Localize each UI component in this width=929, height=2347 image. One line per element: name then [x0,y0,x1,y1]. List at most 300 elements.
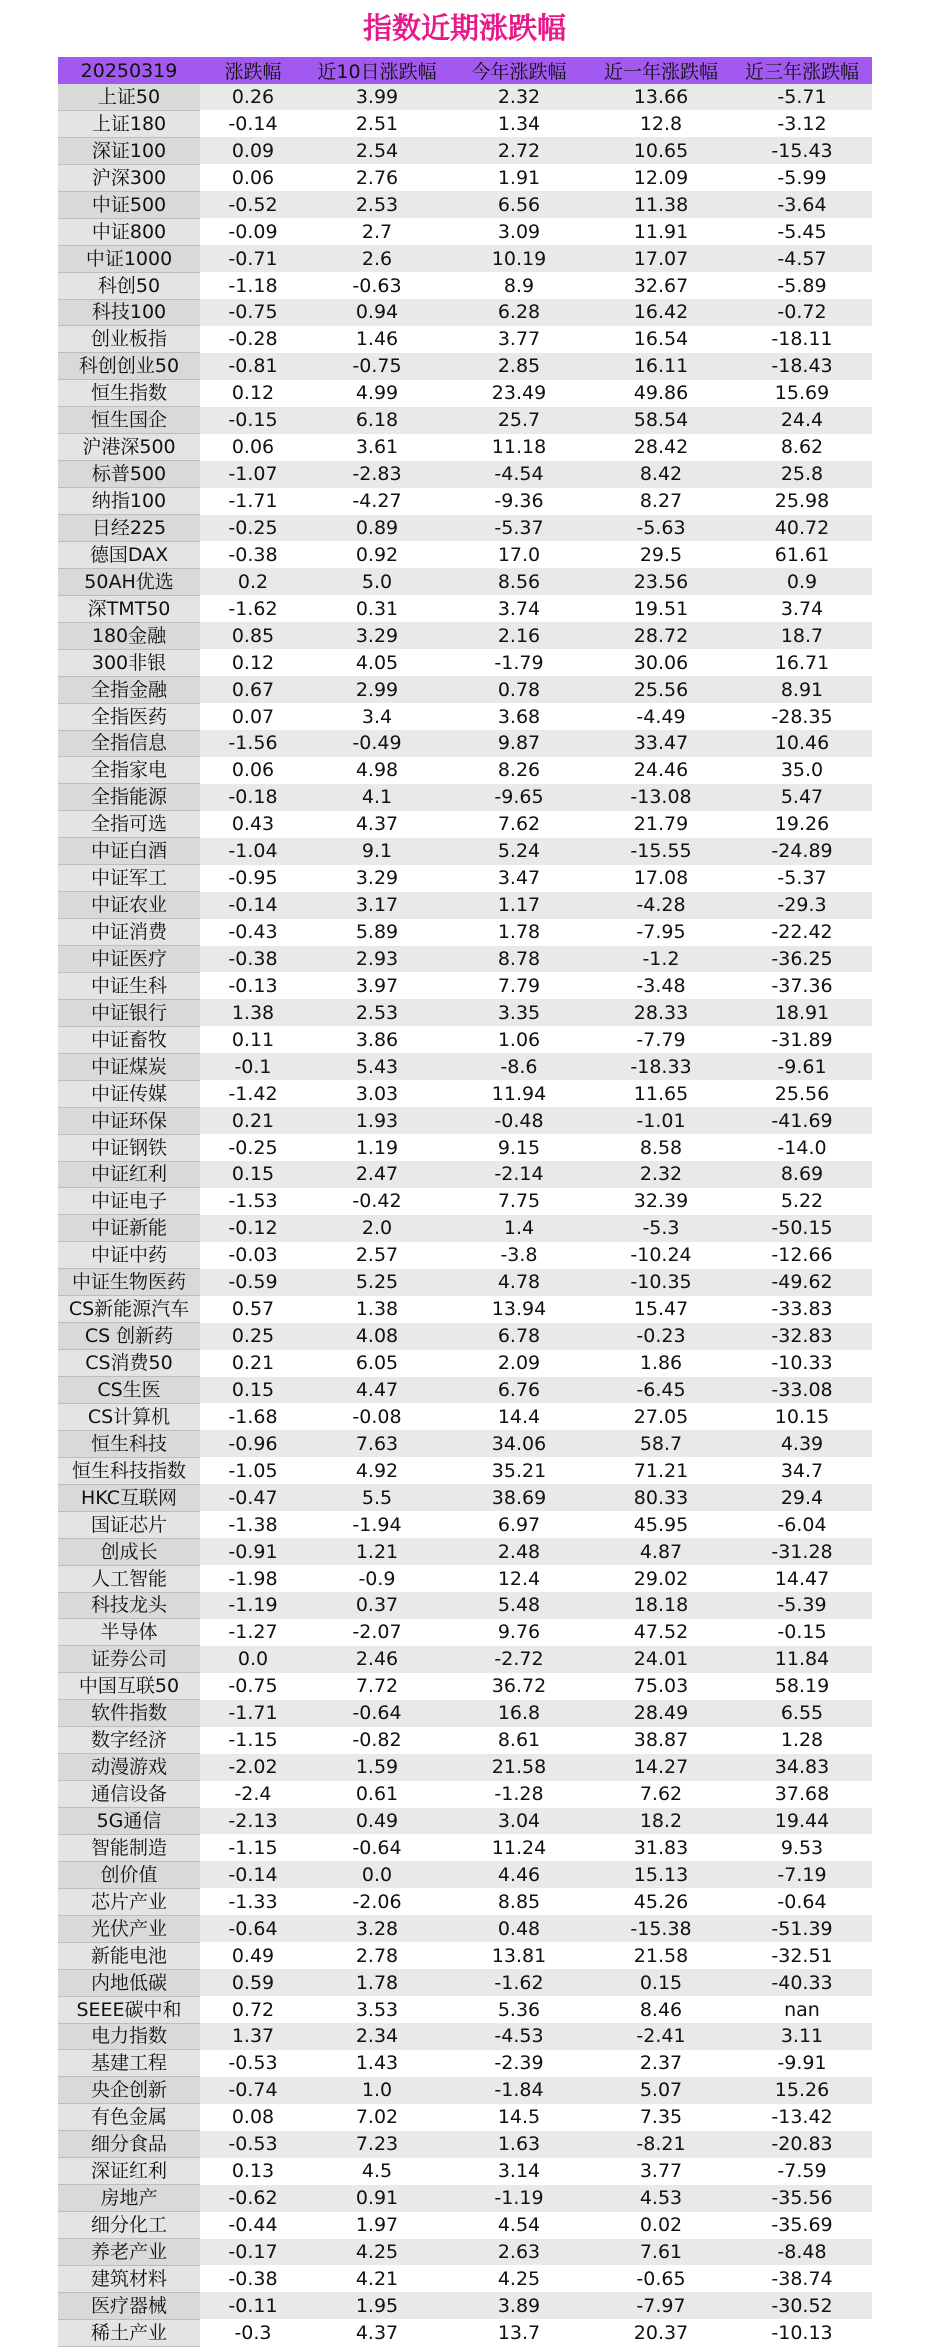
change-3year-cell: 3.74 [732,595,872,622]
change-3year-cell: -0.64 [732,1888,872,1915]
change-ytd-cell: 4.25 [448,2265,590,2292]
change-ytd-cell: 25.7 [448,407,590,434]
table-row [58,2212,872,2239]
change-3year-cell: 19.44 [732,1808,872,1835]
change-ytd-cell: 3.77 [448,326,590,353]
change-ytd-cell: 0.78 [448,676,590,703]
index-name-cell: 新能电池 [58,1942,200,1969]
change-cell: -0.38 [200,946,306,973]
index-name-cell: SEEE碳中和 [58,1996,200,2023]
change-ytd-cell: 2.09 [448,1350,590,1377]
index-name-cell: 全指可选 [58,811,200,838]
table-row [58,434,872,461]
change-1year-cell: 75.03 [590,1673,732,1700]
table-row [58,1107,872,1134]
change-10day-cell: 2.51 [306,110,448,137]
change-ytd-cell: 6.97 [448,1511,590,1538]
change-1year-cell: -5.3 [590,1215,732,1242]
change-3year-cell: -31.28 [732,1538,872,1565]
change-1year-cell: 18.18 [590,1592,732,1619]
table-row [58,1915,872,1942]
change-cell: 0.06 [200,434,306,461]
table-row [58,2265,872,2292]
table-row [58,1942,872,1969]
change-cell: -1.18 [200,272,306,299]
change-10day-cell: 7.72 [306,1673,448,1700]
index-name-cell: 全指金融 [58,676,200,703]
change-10day-cell: 1.0 [306,2077,448,2104]
table-row [58,272,872,299]
change-10day-cell: 0.61 [306,1781,448,1808]
header-date: 20250319 [58,57,200,84]
index-name-cell: 中证500 [58,191,200,218]
index-name-cell: 数字经济 [58,1727,200,1754]
change-10day-cell: -0.64 [306,1700,448,1727]
change-cell: -0.25 [200,1134,306,1161]
change-10day-cell: 0.94 [306,299,448,326]
change-1year-cell: 29.5 [590,541,732,568]
table-row [58,1403,872,1430]
change-3year-cell: 15.26 [732,2077,872,2104]
change-10day-cell: 5.25 [306,1269,448,1296]
change-3year-cell: 61.61 [732,541,872,568]
change-ytd-cell: -5.37 [448,515,590,542]
change-cell: 0.25 [200,1323,306,1350]
table-row [58,1134,872,1161]
index-name-cell: 全指医药 [58,703,200,730]
change-cell: 0.49 [200,1942,306,1969]
change-cell: -1.68 [200,1403,306,1430]
change-10day-cell: -0.49 [306,730,448,757]
change-3year-cell: -5.39 [732,1592,872,1619]
table-row [58,892,872,919]
table-row [58,2292,872,2319]
table-row [58,1457,872,1484]
change-10day-cell: 2.47 [306,1161,448,1188]
change-3year-cell: -5.99 [732,164,872,191]
index-name-cell: 芯片产业 [58,1888,200,1915]
change-1year-cell: 2.32 [590,1161,732,1188]
table-row [58,461,872,488]
change-cell: -0.14 [200,1861,306,1888]
table-row [58,595,872,622]
change-ytd-cell: 9.15 [448,1134,590,1161]
change-3year-cell: -50.15 [732,1215,872,1242]
change-ytd-cell: 13.7 [448,2319,590,2346]
table-row [58,488,872,515]
change-1year-cell: 3.77 [590,2158,732,2185]
change-ytd-cell: 8.26 [448,757,590,784]
change-3year-cell: 1.28 [732,1727,872,1754]
change-cell: 1.38 [200,999,306,1026]
change-10day-cell: 4.92 [306,1457,448,1484]
change-3year-cell: 10.15 [732,1403,872,1430]
index-name-cell: 中证环保 [58,1107,200,1134]
change-cell: -1.53 [200,1188,306,1215]
change-3year-cell: 25.8 [732,461,872,488]
change-ytd-cell: 1.63 [448,2131,590,2158]
index-name-cell: 中证白酒 [58,838,200,865]
index-name-cell: CS计算机 [58,1403,200,1430]
change-1year-cell: 14.27 [590,1754,732,1781]
change-10day-cell: 3.29 [306,865,448,892]
change-3year-cell: -9.91 [732,2050,872,2077]
change-1year-cell: 8.27 [590,488,732,515]
header-10day-change: 近10日涨跌幅 [306,57,448,84]
change-3year-cell: -10.33 [732,1350,872,1377]
index-name-cell: 中证医疗 [58,946,200,973]
change-ytd-cell: 13.94 [448,1296,590,1323]
header-3year-change: 近三年涨跌幅 [732,57,872,84]
change-3year-cell: -7.59 [732,2158,872,2185]
change-10day-cell: 9.1 [306,838,448,865]
change-1year-cell: 8.46 [590,1996,732,2023]
change-3year-cell: -35.69 [732,2212,872,2239]
change-cell: -0.71 [200,245,306,272]
change-ytd-cell: -1.62 [448,1969,590,1996]
change-3year-cell: 6.55 [732,1700,872,1727]
change-cell: -0.62 [200,2185,306,2212]
change-ytd-cell: 9.76 [448,1619,590,1646]
table-row [58,1080,872,1107]
change-cell: -0.11 [200,2292,306,2319]
change-cell: -0.53 [200,2050,306,2077]
change-3year-cell: -9.61 [732,1053,872,1080]
change-3year-cell: 34.83 [732,1754,872,1781]
change-ytd-cell: 3.47 [448,865,590,892]
change-3year-cell: 9.53 [732,1834,872,1861]
change-10day-cell: 2.78 [306,1942,448,1969]
table-row [58,1700,872,1727]
change-1year-cell: 7.62 [590,1781,732,1808]
change-10day-cell: 4.25 [306,2239,448,2266]
change-cell: 0.59 [200,1969,306,1996]
index-name-cell: CS生医 [58,1377,200,1404]
table-row [58,730,872,757]
change-10day-cell: 1.93 [306,1107,448,1134]
change-cell: -0.15 [200,407,306,434]
change-cell: -1.56 [200,730,306,757]
change-ytd-cell: 3.74 [448,595,590,622]
change-10day-cell: 3.53 [306,1996,448,2023]
change-1year-cell: 24.01 [590,1646,732,1673]
change-10day-cell: -0.9 [306,1565,448,1592]
index-name-cell: 全指家电 [58,757,200,784]
change-10day-cell: 4.99 [306,380,448,407]
change-3year-cell: -35.56 [732,2185,872,2212]
change-ytd-cell: 14.5 [448,2104,590,2131]
change-1year-cell: 16.54 [590,326,732,353]
change-ytd-cell: 11.94 [448,1080,590,1107]
index-name-cell: 深TMT50 [58,595,200,622]
change-10day-cell: 2.7 [306,218,448,245]
change-ytd-cell: 3.89 [448,2292,590,2319]
change-1year-cell: -0.23 [590,1323,732,1350]
change-1year-cell: 0.02 [590,2212,732,2239]
change-3year-cell: -4.57 [732,245,872,272]
change-cell: -0.52 [200,191,306,218]
index-name-cell: 沪深300 [58,164,200,191]
change-ytd-cell: 8.56 [448,568,590,595]
table-row [58,999,872,1026]
change-1year-cell: 31.83 [590,1834,732,1861]
index-name-cell: 科技100 [58,299,200,326]
page-title: 指数近期涨跌幅 [362,11,566,45]
change-ytd-cell: 1.91 [448,164,590,191]
table-row [58,353,872,380]
change-cell: -1.15 [200,1727,306,1754]
change-1year-cell: 7.61 [590,2239,732,2266]
change-cell: 0.67 [200,676,306,703]
index-name-cell: 光伏产业 [58,1915,200,1942]
change-ytd-cell: -1.84 [448,2077,590,2104]
change-1year-cell: 28.72 [590,622,732,649]
change-3year-cell: -22.42 [732,919,872,946]
change-1year-cell: 27.05 [590,1403,732,1430]
change-1year-cell: -6.45 [590,1377,732,1404]
change-10day-cell: 3.86 [306,1026,448,1053]
change-ytd-cell: -2.14 [448,1161,590,1188]
change-cell: -1.33 [200,1888,306,1915]
index-name-cell: 基建工程 [58,2050,200,2077]
change-1year-cell: 8.42 [590,461,732,488]
change-1year-cell: 58.54 [590,407,732,434]
change-cell: -2.4 [200,1781,306,1808]
change-1year-cell: 32.39 [590,1188,732,1215]
change-10day-cell: 4.08 [306,1323,448,1350]
index-name-cell: 中证800 [58,218,200,245]
change-3year-cell: 0.9 [732,568,872,595]
index-name-cell: 300非银 [58,649,200,676]
table-row [58,245,872,272]
table-row [58,1592,872,1619]
index-name-cell: 深证红利 [58,2158,200,2185]
change-10day-cell: 6.18 [306,407,448,434]
change-10day-cell: 1.21 [306,1538,448,1565]
index-name-cell: 全指能源 [58,784,200,811]
change-3year-cell: -51.39 [732,1915,872,1942]
change-10day-cell: 1.38 [306,1296,448,1323]
change-3year-cell: -6.04 [732,1511,872,1538]
change-ytd-cell: 7.79 [448,972,590,999]
table-row [58,1673,872,1700]
index-name-cell: 恒生科技指数 [58,1457,200,1484]
change-ytd-cell: -8.6 [448,1053,590,1080]
index-name-cell: 创业板指 [58,326,200,353]
change-ytd-cell: 2.48 [448,1538,590,1565]
index-name-cell: 中证电子 [58,1188,200,1215]
change-10day-cell: 1.97 [306,2212,448,2239]
index-name-cell: 上证50 [58,84,200,110]
change-10day-cell: 2.54 [306,137,448,164]
change-cell: -0.44 [200,2212,306,2239]
change-3year-cell: -14.0 [732,1134,872,1161]
index-name-cell: 科创创业50 [58,353,200,380]
table-row [58,676,872,703]
table-row [58,2131,872,2158]
change-cell: 0.21 [200,1350,306,1377]
change-3year-cell: 29.4 [732,1484,872,1511]
change-10day-cell: 4.98 [306,757,448,784]
change-ytd-cell: -2.39 [448,2050,590,2077]
change-cell: 0.12 [200,380,306,407]
table-row [58,919,872,946]
change-ytd-cell: 1.4 [448,1215,590,1242]
table-row [58,2158,872,2185]
index-name-cell: CS新能源汽车 [58,1296,200,1323]
table-row [58,2104,872,2131]
change-3year-cell: -28.35 [732,703,872,730]
change-ytd-cell: 6.56 [448,191,590,218]
change-ytd-cell: 8.9 [448,272,590,299]
change-3year-cell: 3.11 [732,2023,872,2050]
change-1year-cell: 4.87 [590,1538,732,1565]
change-cell: -2.02 [200,1754,306,1781]
change-10day-cell: 4.37 [306,811,448,838]
change-1year-cell: 16.11 [590,353,732,380]
change-cell: -0.1 [200,1053,306,1080]
index-name-cell: CS消费50 [58,1350,200,1377]
change-cell: 0.0 [200,1646,306,1673]
change-1year-cell: 15.13 [590,1861,732,1888]
change-cell: -0.03 [200,1242,306,1269]
change-3year-cell: -30.52 [732,2292,872,2319]
change-10day-cell: 7.23 [306,2131,448,2158]
change-3year-cell: 5.47 [732,784,872,811]
table-row [58,1269,872,1296]
change-3year-cell: -12.66 [732,1242,872,1269]
change-1year-cell: 28.33 [590,999,732,1026]
change-cell: -0.74 [200,2077,306,2104]
index-name-cell: 中证1000 [58,245,200,272]
change-cell: -0.3 [200,2319,306,2346]
change-3year-cell: -5.71 [732,84,872,110]
index-name-cell: 半导体 [58,1619,200,1646]
change-3year-cell: -7.19 [732,1861,872,1888]
change-cell: -0.12 [200,1215,306,1242]
change-cell: 1.37 [200,2023,306,2050]
change-10day-cell: 2.99 [306,676,448,703]
table-row [58,1888,872,1915]
change-10day-cell: 7.63 [306,1430,448,1457]
table-row [58,811,872,838]
table-row [58,1242,872,1269]
change-cell: -0.38 [200,541,306,568]
change-ytd-cell: 21.58 [448,1754,590,1781]
change-1year-cell: 38.87 [590,1727,732,1754]
change-10day-cell: 4.1 [306,784,448,811]
change-1year-cell: 11.65 [590,1080,732,1107]
change-10day-cell: 2.6 [306,245,448,272]
change-ytd-cell: 3.35 [448,999,590,1026]
table-row [58,1808,872,1835]
change-ytd-cell: 8.78 [448,946,590,973]
change-10day-cell: 3.97 [306,972,448,999]
change-10day-cell: 5.5 [306,1484,448,1511]
change-10day-cell: 2.34 [306,2023,448,2050]
change-cell: -0.38 [200,2265,306,2292]
table-row [58,757,872,784]
change-1year-cell: -5.63 [590,515,732,542]
table-row [58,1484,872,1511]
index-name-cell: 恒生指数 [58,380,200,407]
change-1year-cell: 80.33 [590,1484,732,1511]
table-row [58,784,872,811]
index-name-cell: 人工智能 [58,1565,200,1592]
change-3year-cell: -41.69 [732,1107,872,1134]
change-10day-cell: 0.92 [306,541,448,568]
change-cell: 0.43 [200,811,306,838]
table-header-row [58,57,872,84]
index-name-cell: 证券公司 [58,1646,200,1673]
index-name-cell: 中证银行 [58,999,200,1026]
change-3year-cell: -5.45 [732,218,872,245]
change-1year-cell: -13.08 [590,784,732,811]
change-ytd-cell: 4.46 [448,1861,590,1888]
table-row [58,1781,872,1808]
change-cell: -1.07 [200,461,306,488]
index-name-cell: 中证生物医药 [58,1269,200,1296]
change-cell: 0.85 [200,622,306,649]
change-3year-cell: -18.43 [732,353,872,380]
change-1year-cell: 28.49 [590,1700,732,1727]
table-row [58,218,872,245]
change-3year-cell: -31.89 [732,1026,872,1053]
change-ytd-cell: 4.54 [448,2212,590,2239]
table-row [58,380,872,407]
table-row [58,2239,872,2266]
table-row [58,865,872,892]
change-1year-cell: 49.86 [590,380,732,407]
change-cell: 0.06 [200,164,306,191]
table-row [58,1538,872,1565]
index-name-cell: 中证畜牧 [58,1026,200,1053]
change-cell: 0.15 [200,1377,306,1404]
change-cell: 0.12 [200,649,306,676]
change-10day-cell: 3.61 [306,434,448,461]
change-1year-cell: 28.42 [590,434,732,461]
change-cell: -0.64 [200,1915,306,1942]
table-row [58,1969,872,1996]
change-ytd-cell: 3.14 [448,2158,590,2185]
index-name-cell: 沪港深500 [58,434,200,461]
table-row [58,1323,872,1350]
change-ytd-cell: 8.61 [448,1727,590,1754]
change-cell: -0.25 [200,515,306,542]
change-cell: 0.13 [200,2158,306,2185]
change-10day-cell: 1.19 [306,1134,448,1161]
change-1year-cell: -10.35 [590,1269,732,1296]
change-cell: -0.91 [200,1538,306,1565]
table-row [58,1511,872,1538]
change-10day-cell: 3.03 [306,1080,448,1107]
change-10day-cell: 4.37 [306,2319,448,2346]
table-row [58,1026,872,1053]
change-1year-cell: 33.47 [590,730,732,757]
change-ytd-cell: 6.28 [448,299,590,326]
change-10day-cell: 0.31 [306,595,448,622]
change-3year-cell: 25.56 [732,1080,872,1107]
change-1year-cell: 19.51 [590,595,732,622]
index-name-cell: 5G通信 [58,1808,200,1835]
change-3year-cell: -0.15 [732,1619,872,1646]
index-name-cell: 日经225 [58,515,200,542]
table-row [58,703,872,730]
index-name-cell: 科创50 [58,272,200,299]
change-cell: -0.14 [200,110,306,137]
change-ytd-cell: 9.87 [448,730,590,757]
change-10day-cell: 2.57 [306,1242,448,1269]
